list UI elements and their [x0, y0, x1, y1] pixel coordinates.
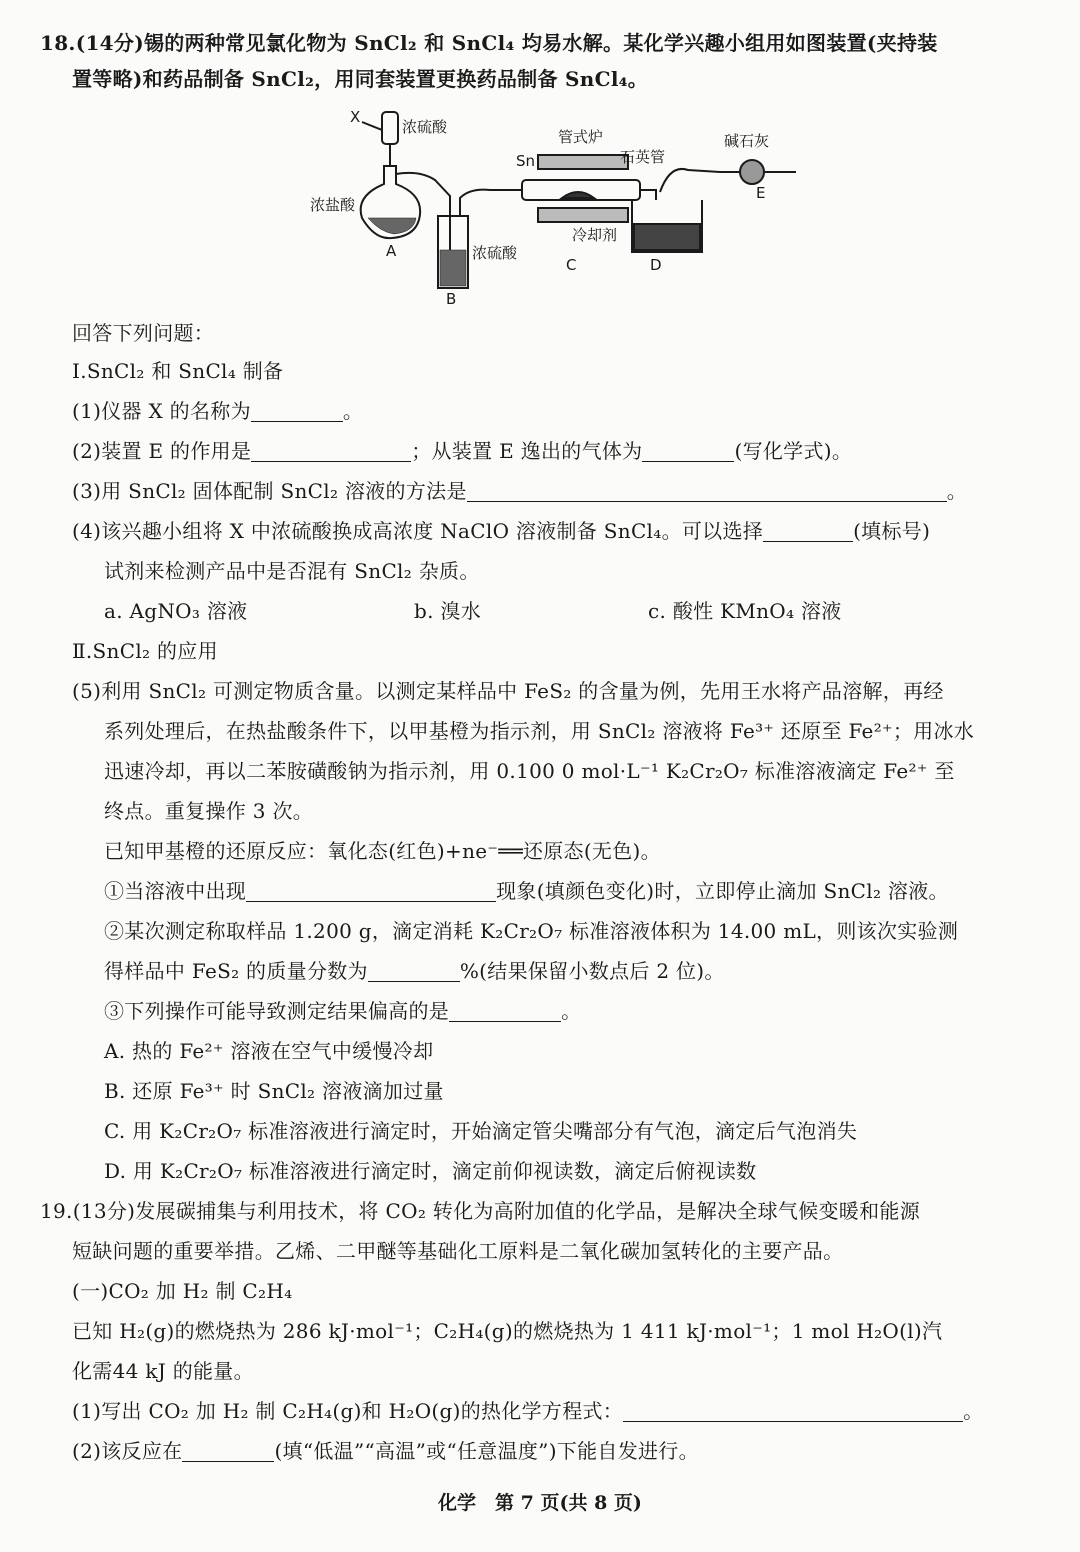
option-c: c. 酸性 KMnO₄ 溶液: [648, 599, 842, 623]
answer-blank[interactable]: [763, 519, 853, 542]
label-c: C: [566, 256, 577, 274]
choice-d: D. 用 K₂Cr₂O₇ 标准溶液进行滴定时，滴定前仰视读数，滴定后俯视读数: [104, 1159, 757, 1183]
tube-furnace-bottom: [538, 208, 628, 222]
answer-blank[interactable]: [449, 999, 561, 1022]
label-hcl: 浓盐酸: [310, 196, 356, 214]
q18-part-5-line2: 系列处理后，在热盐酸条件下，以甲基橙为指示剂，用 SnCl₂ 溶液将 Fe³⁺ 还原至 Fe²⁺；用冰水: [104, 719, 975, 743]
q18-part-4: (4)该兴趣小组将 X 中浓硫酸换成高浓度 NaClO 溶液制备 SnCl₄。可以选择 (填标号): [72, 519, 931, 543]
drying-tube-e: [740, 160, 764, 184]
q19-known-line2: 化需44 kJ 的能量。: [72, 1359, 254, 1383]
label-sn: Sn: [516, 152, 536, 170]
q18-sub-3: ③下列操作可能导致测定结果偏高的是 。: [104, 999, 582, 1023]
q19-part-2: (2)该反应在 (填“低温”“高温”或“任意温度”)下能自发进行。: [72, 1439, 699, 1463]
answer-blank[interactable]: [368, 959, 460, 982]
tube-furnace-top: [538, 155, 628, 169]
q18-sub-2-line1: ②某次测定称取样品 1.200 g，滴定消耗 K₂Cr₂O₇ 标准溶液体积为 14.00 mL，则该次实验测: [104, 919, 959, 943]
page-footer: 化学 第 7 页(共 8 页): [438, 1492, 642, 1514]
q19-known-line1: 已知 H₂(g)的燃烧热为 286 kJ·mol⁻¹；C₂H₄(g)的燃烧热为 1 411 kJ·mol⁻¹；1 mol H₂O(l)汽: [72, 1319, 943, 1343]
q18-intro-line1: 18.(14分)锡的两种常见氯化物为 SnCl₂ 和 SnCl₄ 均易水解。某化学兴趣小组用如图装置(夹持装: [40, 31, 938, 55]
label-furnace: 管式炉: [558, 128, 604, 146]
funnel-x: [382, 112, 398, 144]
answer-blank[interactable]: [251, 399, 343, 422]
q18-sub-1: ①当溶液中出现 现象(填颜色变化)时，立即停止滴加 SnCl₂ 溶液。: [104, 879, 949, 903]
q18-intro-line2: 置等略)和药品制备 SnCl₂，用同套装置更换药品制备 SnCl₄。: [72, 67, 649, 91]
answer-blank[interactable]: [623, 1399, 963, 1422]
label-b: B: [446, 290, 457, 308]
apparatus-diagram: [300, 100, 820, 310]
label-x: X: [350, 108, 361, 126]
q19-intro-line2: 短缺问题的重要举措。乙烯、二甲醚等基础化工原料是二氧化碳加氢转化的主要产品。: [72, 1239, 844, 1263]
answer-prompt: 回答下列问题：: [72, 321, 215, 345]
q18-part-5-line3: 迅速冷却，再以二苯胺磺酸钠为指示剂，用 0.100 0 mol·L⁻¹ K₂Cr₂O₇ 标准溶液滴定 Fe²⁺ 至: [104, 759, 955, 783]
label-coolant: 冷却剂: [572, 226, 618, 244]
q18-section-1: Ⅰ.SnCl₂ 和 SnCl₄ 制备: [72, 359, 284, 383]
answer-blank[interactable]: [642, 439, 734, 462]
q18-sub-2-line2: 得样品中 FeS₂ 的质量分数为 %(结果保留小数点后 2 位)。: [104, 959, 725, 983]
choice-c: C. 用 K₂Cr₂O₇ 标准溶液进行滴定时，开始滴定管尖嘴部分有气泡，滴定后气泡消失: [104, 1119, 858, 1143]
q18-part-1: (1)仪器 X 的名称为 。: [72, 399, 364, 423]
q19-part-1: (1)写出 CO₂ 加 H₂ 制 C₂H₄(g)和 H₂O(g)的热化学方程式： 。: [72, 1399, 984, 1423]
q18-section-2: Ⅱ.SnCl₂ 的应用: [72, 639, 218, 663]
label-quartz: 石英管: [620, 148, 666, 166]
q18-part-3: (3)用 SnCl₂ 固体配制 SnCl₂ 溶液的方法是 。: [72, 479, 968, 503]
choice-a: A. 热的 Fe²⁺ 溶液在空气中缓慢冷却: [104, 1039, 434, 1063]
q18-part-4-cont: 试剂来检测产品中是否混有 SnCl₂ 杂质。: [104, 559, 480, 583]
q18-part-5-line4: 终点。重复操作 3 次。: [104, 799, 314, 823]
choice-b: B. 还原 Fe³⁺ 时 SnCl₂ 溶液滴加过量: [104, 1079, 444, 1103]
answer-blank[interactable]: [246, 879, 496, 902]
answer-blank[interactable]: [467, 479, 947, 502]
q18-part-5-line1: (5)利用 SnCl₂ 可测定物质含量。以测定某样品中 FeS₂ 的含量为例，先用王水将产品溶解，再经: [72, 679, 944, 703]
label-a: A: [386, 242, 397, 260]
label-e: E: [756, 184, 766, 202]
q19-intro-line1: 19.(13分)发展碳捕集与利用技术，将 CO₂ 转化为高附加值的化学品，是解决全球气候变暖和能源: [40, 1199, 920, 1223]
q19-section-1: (一)CO₂ 加 H₂ 制 C₂H₄: [72, 1279, 293, 1303]
label-h2so4-b: 浓硫酸: [472, 244, 518, 262]
q18-part-2: (2)装置 E 的作用是 ；从装置 E 逸出的气体为 (写化学式)。: [72, 439, 853, 463]
label-soda-lime: 碱石灰: [724, 132, 770, 150]
option-b: b. 溴水: [414, 599, 482, 623]
answer-blank[interactable]: [182, 1439, 274, 1462]
label-d: D: [650, 256, 662, 274]
tin-sample: [562, 192, 594, 198]
q18-part-5-line5: 已知甲基橙的还原反应：氧化态(红色)+ne⁻══还原态(无色)。: [104, 839, 661, 863]
option-a: a. AgNO₃ 溶液: [104, 599, 248, 623]
label-h2so4-top: 浓硫酸: [402, 118, 448, 136]
answer-blank[interactable]: [251, 439, 411, 462]
